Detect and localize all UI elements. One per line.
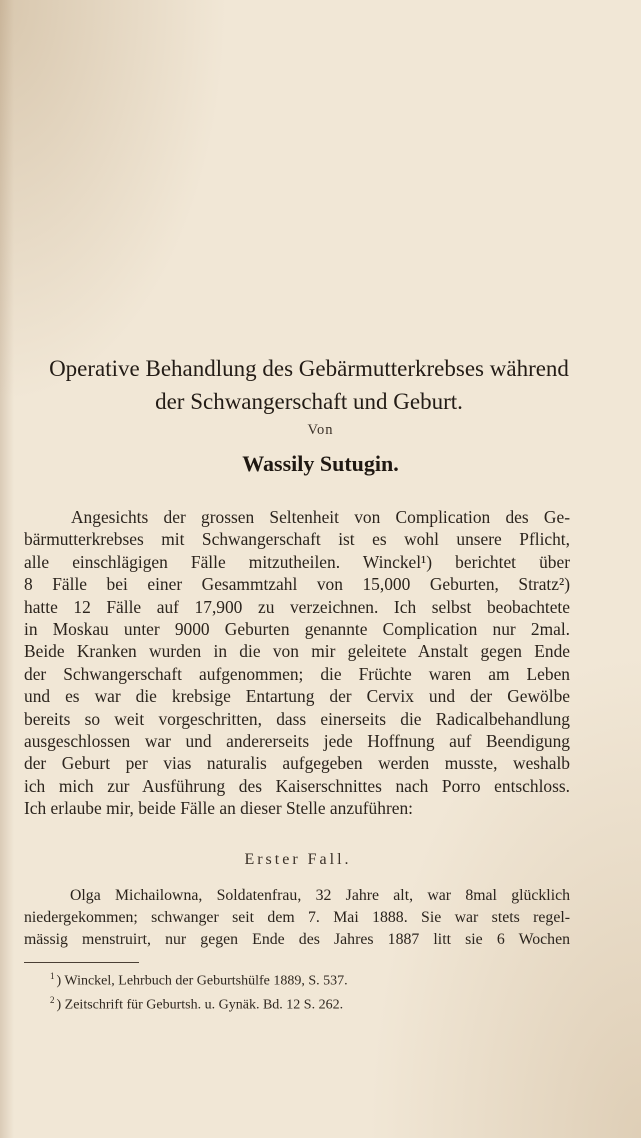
- footnote-text: ) Zeitschrift für Geburtsh. u. Gynäk. Bd. 12 S. 262.: [56, 997, 344, 1013]
- footnotes: [50, 967, 570, 1014]
- paragraph-line: Olga Michailowna, Soldatenfrau, 32 Jahre alt, war 8mal glücklich: [70, 887, 570, 904]
- title-line-2: der Schwangerschaft und Geburt.: [155, 389, 463, 414]
- paragraph-line: niedergekommen; schwanger seit dem 7. Mai 1888. Sie war stets regel-: [24, 909, 570, 927]
- paragraph-line: und es war die krebsige Entartung der Cervix und der Gewölbe: [24, 686, 570, 707]
- paragraph-line: ich mich zur Ausführung des Kaiserschnittes nach Porro entschloss.: [24, 775, 570, 796]
- paragraph-case-one: [24, 885, 570, 952]
- author-name: Wassily Sutugin.: [242, 451, 399, 476]
- footnote-text: ) Winckel, Lehrbuch der Geburtshülfe 1889, S. 537.: [56, 973, 348, 989]
- footnote-divider: [24, 962, 139, 963]
- paragraph-line: ausgeschlossen war und andererseits jede Hoffnung auf Beendigung: [24, 730, 570, 751]
- title-line-1: Operative Behandlung des Gebärmutterkrebses während: [49, 356, 569, 381]
- paragraph-line: alle einschlägigen Fälle mitzutheilen. Winckel¹) berichtet über: [24, 551, 570, 572]
- paragraph-line: in Moskau unter 9000 Geburten genannte Complication nur 2mal.: [24, 618, 570, 639]
- footnote-marker: 2: [50, 994, 55, 1005]
- footnote-marker: 1: [50, 971, 55, 981]
- paragraph-line: Ich erlaube mir, beide Fälle an dieser Stelle anzuführen:: [24, 798, 413, 819]
- paragraph-introduction: [24, 506, 570, 819]
- paragraph-line: der Schwangerschaft aufgenommen; die Früchte waren am Leben: [24, 663, 570, 684]
- byline: Von: [307, 422, 334, 438]
- section-heading: Erster Fall.: [244, 851, 352, 868]
- footnote-1: [50, 967, 570, 991]
- paragraph-line: Angesichts der grossen Seltenheit von Complication des Ge-: [71, 507, 570, 527]
- paragraph-line: mässig menstruirt, nur gegen Ende des Jahres 1887 litt sie 6 Wochen: [24, 931, 570, 949]
- paragraph-line: der Geburt per vias naturalis aufgegeben werden musste, weshalb: [24, 753, 570, 774]
- paragraph-line: Beide Kranken wurden in die von mir geleitete Anstalt gegen Ende: [24, 641, 570, 662]
- paragraph-line: bereits so weit vorgeschritten, dass einerseits die Radicalbehandlung: [24, 708, 570, 729]
- article-title: [24, 352, 594, 418]
- paragraph-line: hatte 12 Fälle auf 17,900 zu verzeichnen. Ich selbst beobachtete: [24, 596, 570, 617]
- footnote-2: [50, 991, 570, 1015]
- paragraph-line: 8 Fälle bei einer Gesammtzahl von 15,000 Geburten, Stratz²): [24, 574, 570, 595]
- paragraph-line: bärmutterkrebses mit Schwangerschaft ist es wohl unsere Pflicht,: [24, 529, 570, 550]
